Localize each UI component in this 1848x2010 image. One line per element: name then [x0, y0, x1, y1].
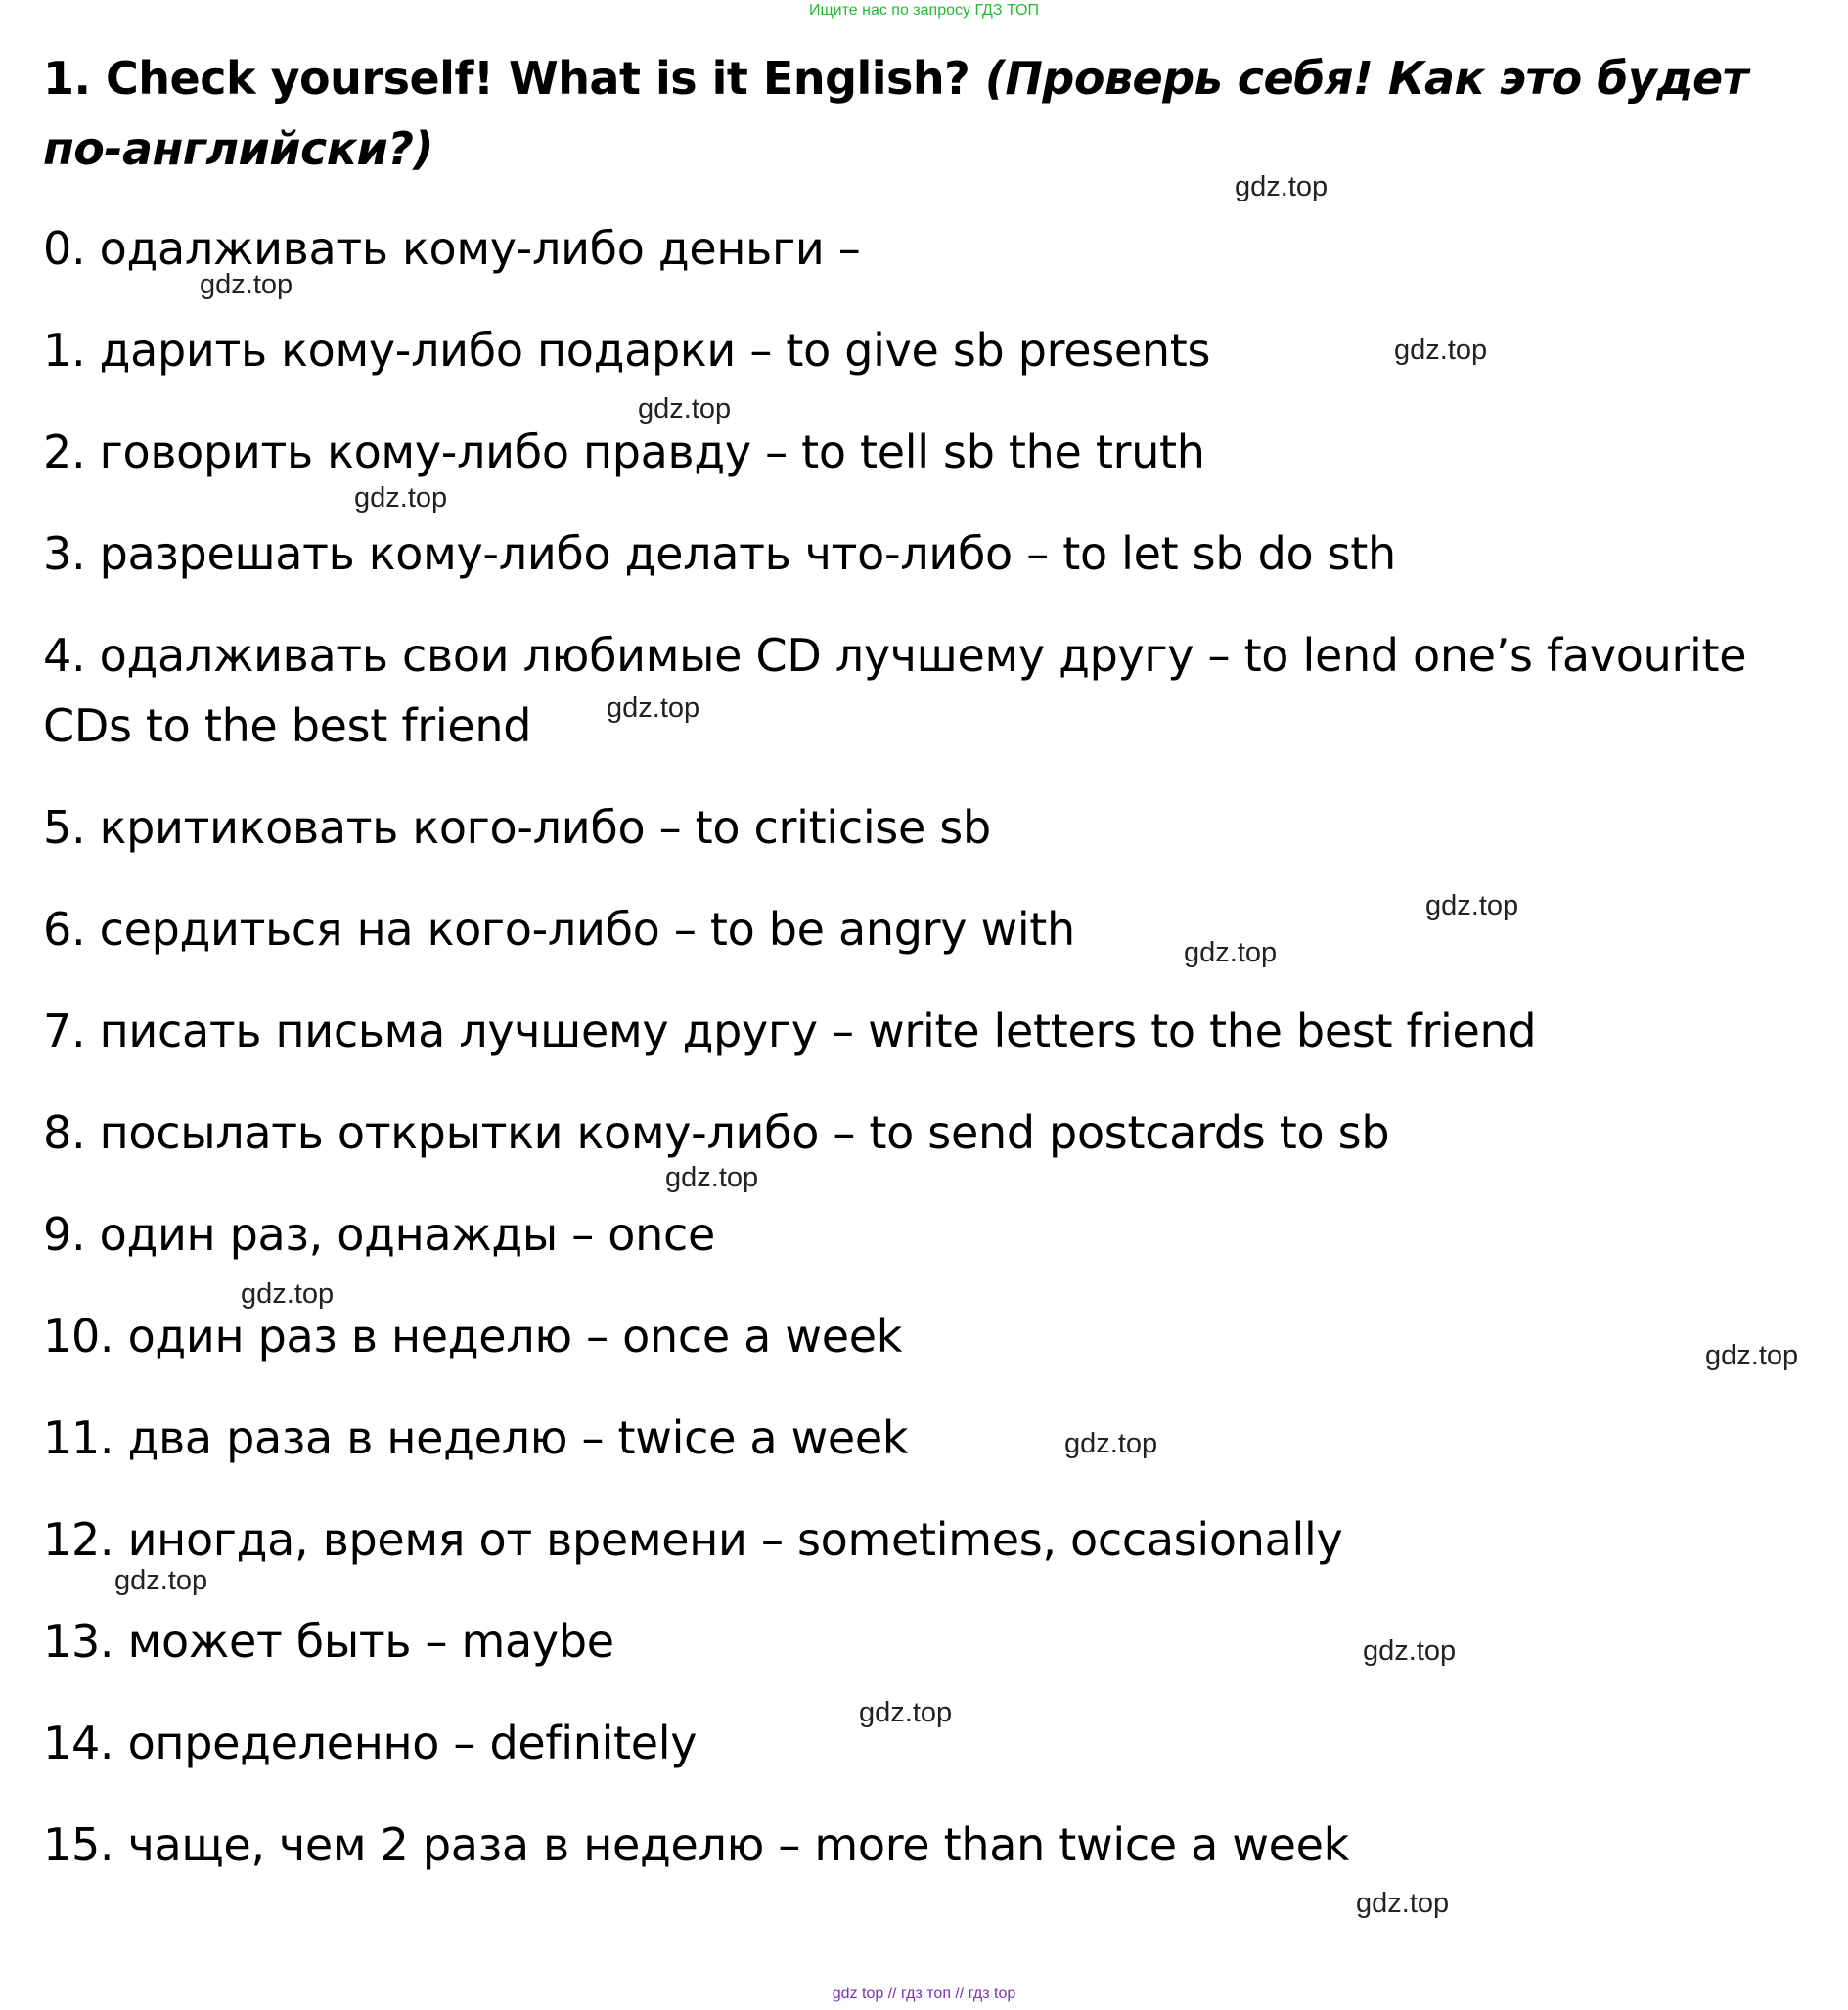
- list-item-3: 3. разрешать кому-либо делать что-либо – to let sb do sth: [43, 527, 1396, 580]
- list-item-6: 6. сердиться на кого-либо – to be angry with: [43, 903, 1075, 956]
- list-item-9: 9. один раз, однажды – once: [43, 1208, 715, 1261]
- list-item-11: 11. два раза в неделю – twice a week: [43, 1411, 909, 1464]
- list-item-1: 1. дарить кому-либо подарки – to give sb presents: [43, 324, 1211, 377]
- list-item-14: 14. определенно – definitely: [43, 1717, 698, 1769]
- watermark: gdz.top: [1064, 1428, 1158, 1459]
- list-item-7: 7. писать письма лучшему другу – write letters to the best friend: [43, 1005, 1537, 1057]
- watermark: gdz.top: [1425, 890, 1519, 921]
- watermark: gdz.top: [1363, 1635, 1457, 1667]
- watermark: gdz.top: [638, 393, 732, 424]
- list-item-13: 13. может быть – maybe: [43, 1615, 614, 1668]
- list-item-4: 4. одалживать свои любимые CD лучшему другу – to lend one’s favourite CDs to the best friend: [43, 629, 1747, 752]
- exercise-heading: [43, 43, 1804, 184]
- watermark: gdz.top: [1705, 1340, 1799, 1371]
- watermark: gdz.top: [200, 269, 293, 300]
- watermark: gdz.top: [607, 692, 700, 724]
- top-banner: Ищите нас по запросу ГДЗ ТОП: [809, 2, 1039, 19]
- watermark: gdz.top: [1356, 1888, 1450, 1919]
- list-item-12: 12. иногда, время от времени – sometimes, occasionally: [43, 1513, 1343, 1566]
- watermark: gdz.top: [1184, 937, 1278, 968]
- watermark: gdz.top: [1394, 335, 1488, 366]
- footer: gdz top // гдз топ // гдз top: [832, 1986, 1016, 2002]
- list-item-15: 15. чаще, чем 2 раза в неделю – more than twice a week: [43, 1818, 1350, 1871]
- heading-russian: (Проверь себя! Как это будет по-английски?): [43, 52, 1748, 175]
- watermark: gdz.top: [354, 482, 448, 514]
- heading-english: 1. Check yourself! What is it English?: [43, 52, 970, 105]
- list-item-10: 10. один раз в неделю – once a week: [43, 1310, 903, 1362]
- list-item-8: 8. посылать открытки кому-либо – to send postcards to sb: [43, 1106, 1390, 1159]
- list-item-0: 0. одалживать кому-либо деньги –: [43, 222, 861, 275]
- watermark: gdz.top: [114, 1565, 208, 1596]
- watermark: gdz.top: [1235, 171, 1329, 202]
- watermark: gdz.top: [665, 1162, 759, 1193]
- watermark: gdz.top: [859, 1697, 953, 1728]
- list-item-5: 5. критиковать кого-либо – to criticise sb: [43, 801, 991, 854]
- list-item-2: 2. говорить кому-либо правду – to tell sb the truth: [43, 425, 1205, 478]
- watermark: gdz.top: [241, 1278, 335, 1310]
